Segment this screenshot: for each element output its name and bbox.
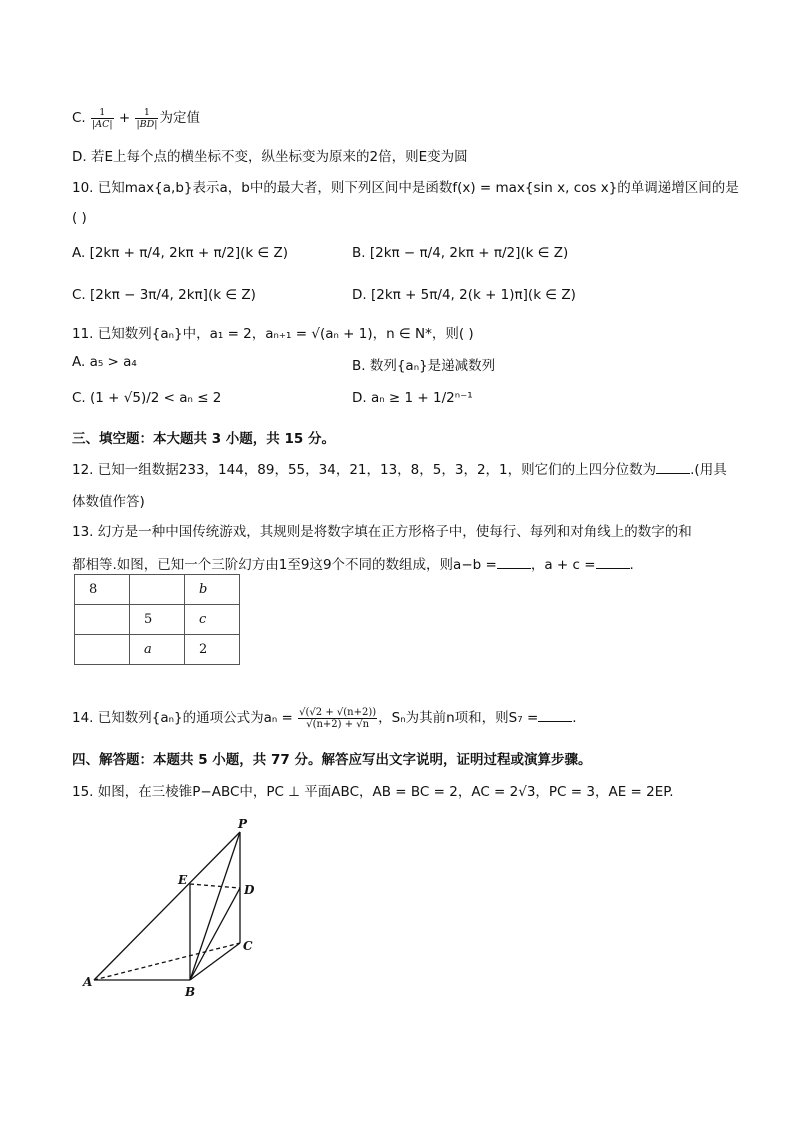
grid-cell: 8	[75, 575, 130, 605]
label-a: A	[83, 975, 93, 989]
q10-option-d: D. [2kπ + 5π/4, 2(k + 1)π](k ∈ Z)	[352, 287, 576, 303]
grid-cell: b	[185, 575, 240, 605]
q14-end: .	[572, 710, 577, 726]
q12-tail: .(用具	[690, 462, 727, 478]
q14-suffix: ，Sₙ为其前n项和，则S₇ =	[378, 710, 539, 726]
q11-option-b: B. 数列{aₙ}是递减数列	[352, 358, 496, 374]
q9-option-d: D. 若E上每个点的横坐标不变，纵坐标变为原来的2倍，则E变为圆	[72, 149, 468, 165]
label-d: D	[244, 883, 255, 897]
q11-option-d: D. aₙ ≥ 1 + 1/2ⁿ⁻¹	[352, 390, 473, 406]
q10-option-a: A. [2kπ + π/4, 2kπ + π/2](k ∈ Z)	[72, 245, 289, 261]
q10-stem: 10. 已知max{a,b}表示a，b中的最大者，则下列区间中是函数f(x) = max{sin x, cos x}的单调递增区间的是	[72, 180, 739, 196]
grid-cell: a	[130, 635, 185, 665]
q10-paren: ( )	[72, 210, 87, 226]
edge-ed-dashed	[190, 884, 240, 888]
grid-cell: 2	[185, 635, 240, 665]
q10-option-c: C. [2kπ − 3π/4, 2kπ](k ∈ Z)	[72, 287, 256, 303]
q13-mid: ，a + c =	[530, 557, 596, 573]
label-b: B	[185, 985, 196, 999]
q10-option-b: B. [2kπ − π/4, 2kπ + π/2](k ∈ Z)	[352, 245, 569, 261]
section-3-heading: 三、填空题：本大题共 3 小题，共 15 分。	[72, 431, 335, 447]
q13-text: 都相等.如图，已知一个三阶幻方由1至9这9个不同的数组成，则a−b =	[72, 557, 497, 573]
q11-option-c: C. (1 + √5)/2 < aₙ ≤ 2	[72, 390, 222, 406]
edge-bc	[190, 943, 240, 980]
q15-stem: 15. 如图，在三棱锥P−ABC中，PC ⊥ 平面ABC，AB = BC = 2，AC = 2√3，PC = 3，AE = 2EP.	[72, 784, 674, 800]
label-e: E	[178, 873, 188, 887]
section-4-heading: 四、解答题：本题共 5 小题，共 77 分。解答应写出文字说明，证明过程或演算步骤。	[72, 752, 592, 768]
q12-line-2: 体数值作答)	[72, 494, 145, 510]
q14-fraction: $\frac{√(√2 + √(n+2))}{√(n+2) + √n}$	[299, 706, 377, 730]
q11-stem: 11. 已知数列{aₙ}中，a₁ = 2，aₙ₊₁ = √(aₙ + 1)，n ∈ N*，则( )	[72, 326, 474, 342]
option-letter: C.	[72, 110, 86, 126]
fraction-1-over-ac: $\frac{1}{|AC|}$	[92, 106, 113, 130]
option-text: 为定值	[159, 110, 200, 126]
grid-cell: c	[185, 605, 240, 635]
q13-line-1: 13. 幻方是一种中国传统游戏，其规则是将数字填在正方形格子中，使每行、每列和对角线上的数字的和	[72, 524, 692, 540]
q13-end: .	[629, 557, 634, 573]
q11-option-a: A. a₅ > a₄	[72, 354, 137, 370]
q14-prefix: 14. 已知数列{aₙ}的通项公式为aₙ =	[72, 710, 293, 726]
edge-ap	[94, 832, 240, 980]
edge-ac-dashed	[94, 943, 240, 980]
grid-cell: 5	[130, 605, 185, 635]
label-p: P	[238, 817, 248, 831]
q12-text: 12. 已知一组数据233，144，89，55，34，21，13，8，5，3，2，1，则它们的上四分位数为	[72, 462, 657, 478]
fraction-1-over-bd: $\frac{1}{|BD|}$	[136, 106, 158, 130]
label-c: C	[243, 939, 253, 953]
edge-bd	[190, 888, 240, 980]
plus-sign: +	[118, 110, 131, 126]
edge-bp	[190, 832, 240, 980]
